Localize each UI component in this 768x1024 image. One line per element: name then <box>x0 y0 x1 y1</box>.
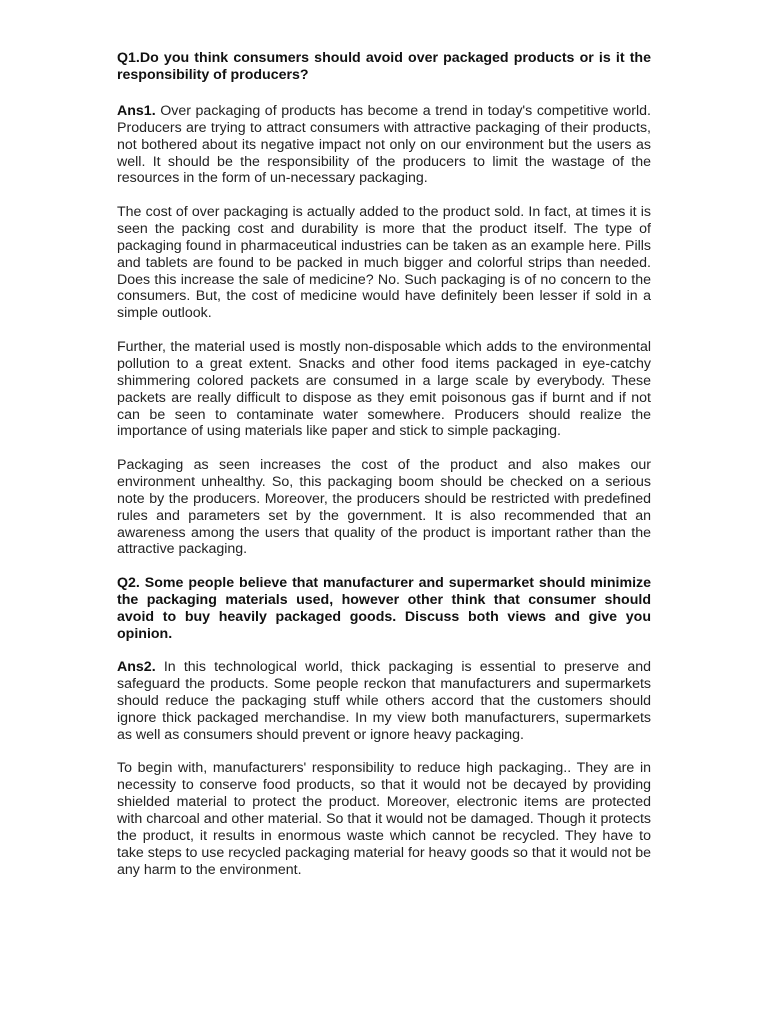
answer-1-label: Ans1. <box>117 102 156 119</box>
document-page <box>117 50 651 895</box>
answer-2-paragraph-2: To begin with, manufacturers' responsibility to reduce high packaging.. They are in necessity to conserve food products, so that it would not be decayed by providing shielded material to protect the product. Moreover, electronic items are protected with charcoal and other material. So that it would not be damaged. Though it protects the product, it results in enormous waste which cannot be recycled. They have to take steps to use recycled packaging material for heavy goods so that it would not be any harm to the environment. <box>117 760 651 878</box>
answer-2-label: Ans2. <box>117 659 156 676</box>
answer-1-paragraph-1 <box>117 103 651 188</box>
answer-1-lead-text: Over packaging of products has become a trend in today's competitive world. Producers are trying to attract consumers with attractive packaging of their products, not bothered about its negative impact not only on our environment but the users as well. It should be the responsibility of the producers to limit the wastage of the resources in the form of un-necessary packaging. <box>117 102 651 187</box>
answer-1-paragraph-3: Further, the material used is mostly non-disposable which adds to the environmental pollution to a great extent. Snacks and other food items packaged in eye-catchy shimmering colored packets are consumed in a large scale by everybody. These packets are really difficult to dispose as they emit poisonous gas if burnt and if not can be seen to contaminate water somewhere. Producers should realize the importance of using materials like paper and stick to simple packaging. <box>117 338 651 440</box>
answer-1-paragraph-2: The cost of over packaging is actually added to the product sold. In fact, at times it is seen the packing cost and durability is more that the product itself. The type of packaging found in pharmaceutical industries can be taken as an example here. Pills and tablets are found to be packed in much bigger and colorful strips than needed. Does this increase the sale of medicine? No. Such packaging is of no concern to the consumers. But, the cost of medicine would have definitely been lesser if sold in a simple outlook. <box>117 203 651 322</box>
question-2: Q2. Some people believe that manufacturer and supermarket should minimize the packaging materials used, however other think that consumer should avoid to buy heavily packaged goods. Discuss both views and give you opinion. <box>117 574 651 642</box>
answer-2-paragraph-1 <box>117 659 651 744</box>
answer-2-lead-text: In this technological world, thick packaging is essential to preserve and safeguard the products. Some people reckon that manufacturers and supermarkets should reduce the packaging stuff while others accord that the customers should ignore thick packaged merchandise. In my view both manufacturers, supermarkets as well as consumers should prevent or ignore heavy packaging. <box>117 659 651 743</box>
answer-1-paragraph-4: Packaging as seen increases the cost of the product and also makes our environment unhealthy. So, this packaging boom should be checked on a serious note by the producers. Moreover, the producers should be restricted with predefined rules and parameters set by the government. It is also recommended that an awareness among the users that quality of the product is important rather than the attractive packaging. <box>117 456 651 558</box>
question-1: Q1.Do you think consumers should avoid over packaged products or is it the responsibility of producers? <box>117 50 651 83</box>
